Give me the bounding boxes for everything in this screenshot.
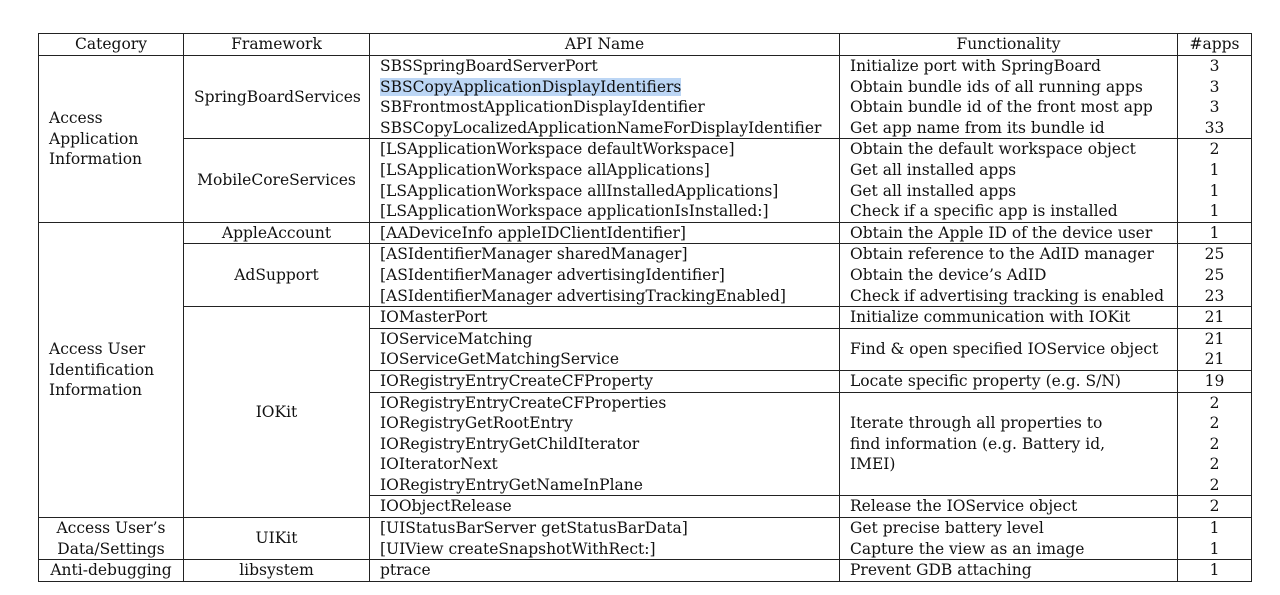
table-row — [39, 560, 1252, 582]
framework-cell: SpringBoardServices — [184, 56, 370, 139]
apps-count: 23 — [1204, 286, 1225, 305]
table-row — [39, 56, 1252, 139]
category-cell: Anti-debugging — [39, 560, 184, 582]
table-row — [39, 307, 1252, 329]
table-row — [39, 222, 1252, 244]
category-line: Access User’s — [56, 519, 166, 538]
api-name: SBFrontmostApplicationDisplayIdentifier — [380, 98, 705, 117]
framework-cell: UIKit — [184, 518, 370, 560]
api-name-highlighted — [380, 77, 829, 98]
api-cell — [370, 139, 840, 222]
functionality-cell — [840, 560, 1178, 582]
category-line: Data/Settings — [57, 539, 165, 558]
functionality-cell — [840, 307, 1178, 329]
api-name: IORegistryGetRootEntry — [380, 414, 573, 433]
header-row — [39, 34, 1252, 56]
functionality-text: Capture the view as an image — [850, 539, 1085, 558]
apps-count: 2 — [1209, 497, 1220, 516]
functionality-text: Iterate through all properties to — [850, 414, 1103, 433]
api-cell — [370, 56, 840, 139]
api-cell — [370, 328, 840, 370]
functionality-cell — [840, 518, 1178, 560]
functionality-text: Prevent GDB attaching — [850, 561, 1032, 580]
category-cell — [39, 518, 184, 560]
apps-count: 2 — [1209, 414, 1220, 433]
functionality-text: Get all installed apps — [850, 160, 1017, 179]
functionality-text: Obtain the device’s AdID — [850, 265, 1047, 284]
api-name: [ASIdentifierManager sharedManager] — [380, 245, 688, 264]
table-row — [39, 244, 1252, 307]
api-cell — [370, 560, 840, 582]
apps-count: 3 — [1209, 98, 1220, 117]
category-cell — [39, 222, 184, 517]
apps-count: 1 — [1209, 519, 1220, 538]
text-selection[interactable]: SBSCopyApplicationDisplayIdentifiers — [380, 77, 682, 96]
api-name: [LSApplicationWorkspace allApplications] — [380, 160, 710, 179]
api-name: [LSApplicationWorkspace applicationIsInstalled:] — [380, 202, 769, 221]
api-name: IORegistryEntryCreateCFProperty — [380, 371, 653, 390]
header-category: Category — [39, 34, 184, 56]
apps-count: 19 — [1204, 371, 1225, 390]
api-name: [ASIdentifierManager advertisingIdentifier] — [380, 265, 725, 284]
apps-count: 1 — [1209, 181, 1220, 200]
apps-count: 21 — [1204, 308, 1225, 327]
apps-cell — [1178, 518, 1252, 560]
functionality-cell — [840, 244, 1178, 307]
category-line: Access — [49, 108, 103, 127]
category-line: Identification — [49, 360, 155, 379]
framework-cell: IOKit — [184, 307, 370, 518]
api-cell — [370, 518, 840, 560]
apps-cell — [1178, 370, 1252, 392]
functionality-cell: Find & open specified IOService object — [840, 328, 1178, 370]
apps-count: 33 — [1204, 118, 1225, 137]
apps-count: 1 — [1209, 223, 1220, 242]
table-row — [39, 139, 1252, 222]
apps-count: 1 — [1209, 160, 1220, 179]
apps-cell — [1178, 222, 1252, 244]
functionality-cell — [840, 222, 1178, 244]
header-framework: Framework — [184, 34, 370, 56]
apps-cell — [1178, 56, 1252, 139]
api-name: IOIteratorNext — [380, 455, 498, 474]
apps-cell — [1178, 560, 1252, 582]
category-line: Application — [49, 129, 139, 148]
apps-count: 3 — [1209, 77, 1220, 96]
apps-count: 2 — [1209, 475, 1220, 494]
api-cell — [370, 496, 840, 518]
api-name: IOMasterPort — [380, 308, 488, 327]
functionality-text: IMEI) — [850, 455, 896, 474]
apps-count: 1 — [1209, 202, 1220, 221]
functionality-cell — [840, 370, 1178, 392]
apps-count: 2 — [1209, 140, 1220, 159]
functionality-cell — [840, 392, 1178, 496]
apps-count: 2 — [1209, 455, 1220, 474]
apps-count: 2 — [1209, 393, 1220, 412]
functionality-text: Obtain the Apple ID of the device user — [850, 223, 1153, 242]
apps-count: 1 — [1209, 539, 1220, 558]
api-name: SBSSpringBoardServerPort — [380, 57, 598, 75]
apps-count: 21 — [1204, 329, 1225, 348]
framework-cell: AppleAccount — [184, 222, 370, 244]
api-cell — [370, 244, 840, 307]
api-name: [UIStatusBarServer getStatusBarData] — [380, 519, 688, 538]
apps-count: 1 — [1209, 561, 1220, 580]
functionality-text: Check if a specific app is installed — [850, 202, 1118, 221]
functionality-text: Check if advertising tracking is enabled — [850, 286, 1165, 305]
api-name: IOServiceGetMatchingService — [380, 350, 620, 369]
framework-cell: AdSupport — [184, 244, 370, 307]
functionality-text: Initialize communication with IOKit — [850, 308, 1131, 327]
framework-cell: libsystem — [184, 560, 370, 582]
api-name: IOObjectRelease — [380, 497, 512, 516]
api-name: IORegistryEntryGetChildIterator — [380, 434, 640, 453]
functionality-text: Locate specific property (e.g. S/N) — [850, 371, 1121, 390]
apps-cell — [1178, 496, 1252, 518]
category-line: Access User — [49, 340, 146, 359]
functionality-text: Get precise battery level — [850, 519, 1044, 538]
api-name: [UIView createSnapshotWithRect:] — [380, 539, 656, 558]
api-name: [ASIdentifierManager advertisingTrackingEnabled] — [380, 286, 786, 305]
apps-cell — [1178, 392, 1252, 496]
apps-cell — [1178, 307, 1252, 329]
api-cell — [370, 307, 840, 329]
functionality-cell — [840, 496, 1178, 518]
api-cell — [370, 392, 840, 496]
table-row — [39, 518, 1252, 560]
apps-count: 25 — [1204, 265, 1225, 284]
category-cell — [39, 56, 184, 223]
api-name: SBSCopyLocalizedApplicationNameForDisplayIdentifier — [380, 118, 822, 137]
apps-count: 21 — [1204, 350, 1225, 369]
header-api-name: API Name — [370, 34, 840, 56]
api-name: IORegistryEntryCreateCFProperties — [380, 393, 667, 412]
functionality-cell — [840, 139, 1178, 222]
functionality-text: Initialize port with SpringBoard — [850, 57, 1101, 75]
api-cell — [370, 222, 840, 244]
functionality-text: Obtain reference to the AdID manager — [850, 245, 1154, 264]
apps-count: 2 — [1209, 434, 1220, 453]
api-cell — [370, 370, 840, 392]
category-line: Information — [49, 150, 143, 169]
api-name: [AADeviceInfo appleIDClientIdentifier] — [380, 223, 686, 242]
api-name: [LSApplicationWorkspace allInstalledApplications] — [380, 181, 779, 200]
header-apps: #apps — [1178, 34, 1252, 56]
functionality-text: Get all installed apps — [850, 181, 1017, 200]
functionality-text: Obtain the default workspace object — [850, 140, 1136, 159]
api-table — [38, 33, 1252, 582]
functionality-cell — [840, 56, 1178, 139]
apps-count: 3 — [1209, 57, 1220, 75]
api-name: ptrace — [380, 561, 431, 580]
api-name: IORegistryEntryGetNameInPlane — [380, 475, 643, 494]
apps-cell — [1178, 139, 1252, 222]
framework-cell: MobileCoreServices — [184, 139, 370, 222]
apps-count: 25 — [1204, 245, 1225, 264]
apps-cell — [1178, 244, 1252, 307]
apps-cell — [1178, 328, 1252, 370]
functionality-text: Obtain bundle id of the front most app — [850, 98, 1153, 117]
api-name: IOServiceMatching — [380, 329, 533, 348]
header-functionality: Functionality — [840, 34, 1178, 56]
functionality-text: Obtain bundle ids of all running apps — [850, 77, 1143, 96]
category-line: Information — [49, 381, 143, 400]
functionality-text: Release the IOService object — [850, 497, 1078, 516]
functionality-text: find information (e.g. Battery id, — [850, 434, 1106, 453]
api-name: [LSApplicationWorkspace defaultWorkspace] — [380, 140, 735, 159]
functionality-text: Get app name from its bundle id — [850, 118, 1105, 137]
